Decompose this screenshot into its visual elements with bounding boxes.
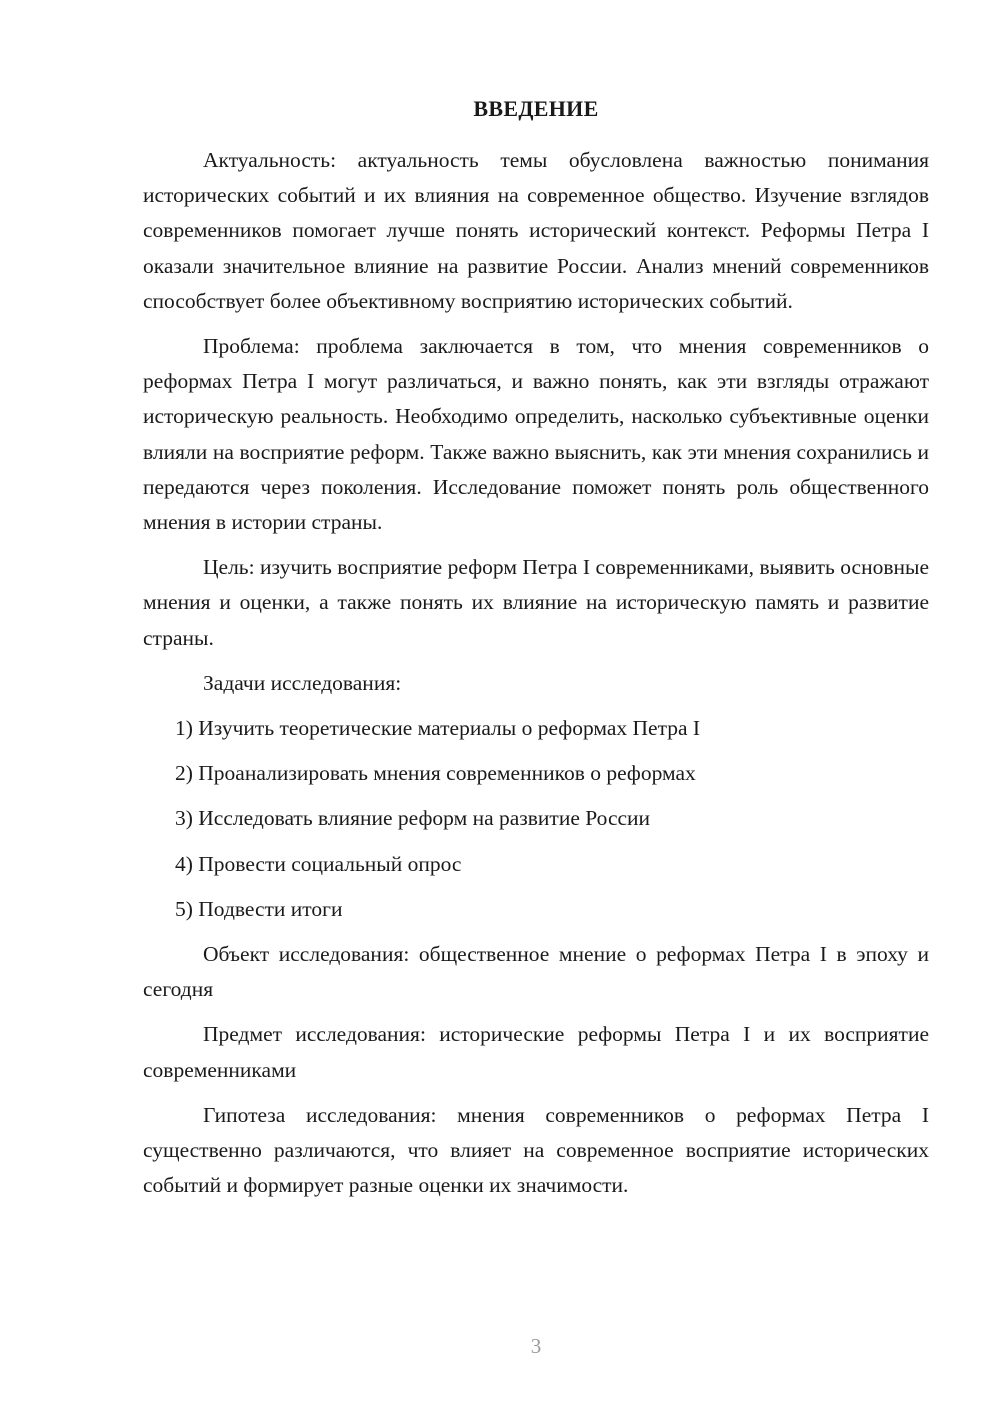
list-item: 5) Подвести итоги <box>175 896 343 921</box>
paragraph-problem: Проблема: проблема заключается в том, что мнения современников о реформах Петра I могут различаться, и важно понять, как эти взгляды отражают историческую реальность. Необходимо определить, насколько субъективные оценки влияли на восприятие реформ. Также важно выяснить, как эти мнения сохранились и передаются через поколения. Исследование поможет понять роль общественного мнения в истории страны. <box>143 334 929 535</box>
document-body <box>143 143 929 1203</box>
page-number: 3 <box>530 1334 542 1358</box>
list-item: 2) Проанализировать мнения современников о реформах <box>175 761 696 786</box>
paragraph-subject: Предмет исследования: исторические реформы Петра I и их восприятие современниками <box>143 1022 929 1082</box>
list-item: 1) Изучить теоретические материалы о реформах Петра I <box>175 716 701 741</box>
paragraph-object: Объект исследования: общественное мнение о реформах Петра I в эпоху и сегодня <box>143 942 929 1002</box>
list-item: 3) Исследовать влияние реформ на развитие России <box>175 806 651 831</box>
paragraph-relevance: Актуальность: актуальность темы обусловлена важностью понимания исторических событий и их влияния на современное общество. Изучение взглядов современников помогает лучше понять исторический контекст. Реформы Петра I оказали значительное влияние на развитие России. Анализ мнений современников способствует более объективному восприятию исторических событий. <box>143 148 929 313</box>
page-title: ВВЕДЕНИЕ <box>473 96 599 121</box>
list-item: 4) Провести социальный опрос <box>175 851 462 876</box>
paragraph-goal: Цель: изучить восприятие реформ Петра I современниками, выявить основные мнения и оценки, а также понять их влияние на историческую память и развитие страны. <box>143 555 929 650</box>
tasks-list <box>143 711 929 927</box>
paragraph-hypothesis: Гипотеза исследования: мнения современников о реформах Петра I существенно различаются, что влияет на современное восприятие исторических событий и формирует разные оценки их значимости. <box>143 1102 929 1198</box>
tasks-title: Задачи исследования: <box>203 670 402 695</box>
